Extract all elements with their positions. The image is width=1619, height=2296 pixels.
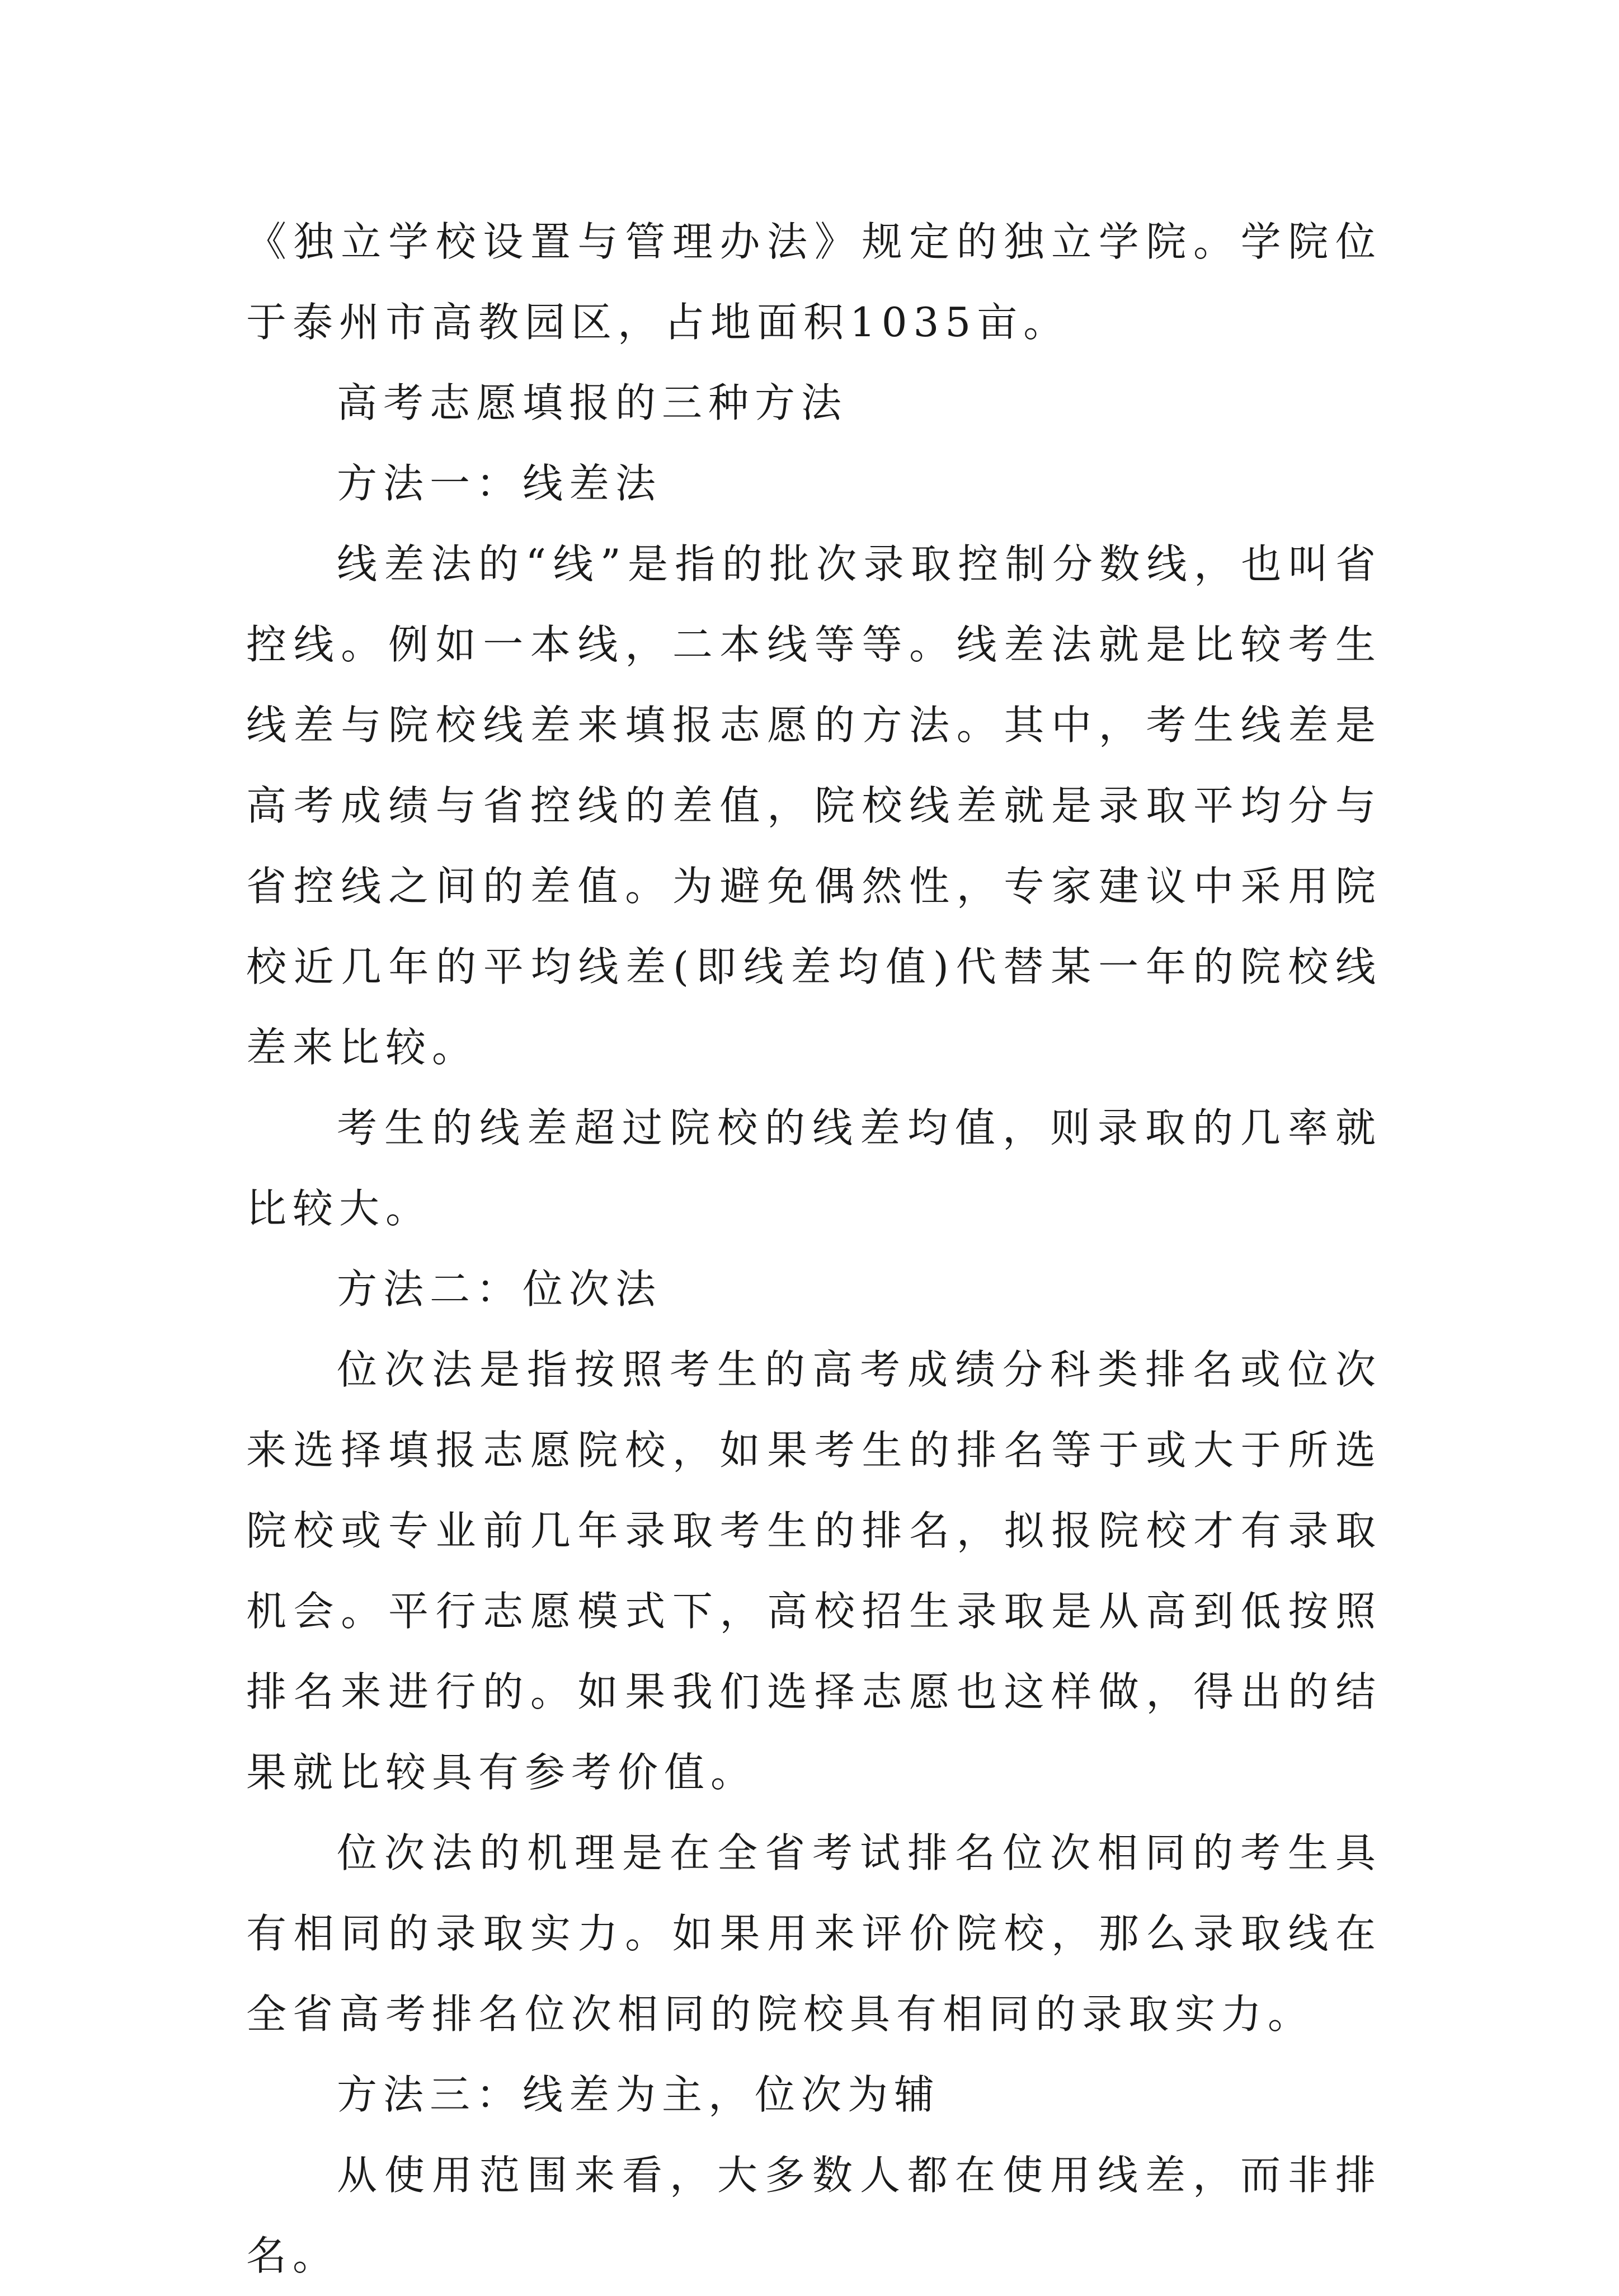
paragraph: 线差法的“线”是指的批次录取控制分数线，也叫省控线。例如一本线，二本线等等。线差法就是比较考生线差与院校线差来填报志愿的方法。其中，考生线差是高考成绩与省控线的差值，院校线差就是录取平均分与省控线之间的差值。为避免偶然性，专家建议中采用院校近几年的平均线差(即线差均值)代替某一年的院校线差来比较。 xyxy=(246,540,1382,1071)
method-heading-3: 方法三：线差为主，位次为辅 xyxy=(337,2071,941,2118)
method-heading-2: 方法二：位次法 xyxy=(337,1265,662,1312)
method-heading-1: 方法一：线差法 xyxy=(337,460,662,507)
paragraph-continuation: 《独立学校设置与管理办法》规定的独立学院。学院位于泰州市高教园区，占地面积1035亩。 xyxy=(246,218,1382,346)
paragraph: 位次法是指按照考生的高考成绩分科类排名或位次来选择填报志愿院校，如果考生的排名等于或大于所选院校或专业前几年录取考生的排名，拟报院校才有录取机会。平行志愿模式下，高校招生录取是从高到低按照排名来进行的。如果我们选择志愿也这样做，得出的结果就比较具有参考价值。 xyxy=(246,1346,1382,1796)
paragraph: 考生的线差超过院校的线差均值，则录取的几率就比较大。 xyxy=(246,1104,1382,1232)
paragraph: 位次法的机理是在全省考试排名位次相同的考生具有相同的录取实力。如果用来评价院校，那么录取线在全省高考排名位次相同的院校具有相同的录取实力。 xyxy=(246,1829,1382,2038)
paragraph: 从使用范围来看，大多数人都在使用线差，而非排名。 xyxy=(246,2152,1382,2279)
document-page xyxy=(246,201,1382,2296)
section-heading: 高考志愿填报的三种方法 xyxy=(337,379,848,426)
